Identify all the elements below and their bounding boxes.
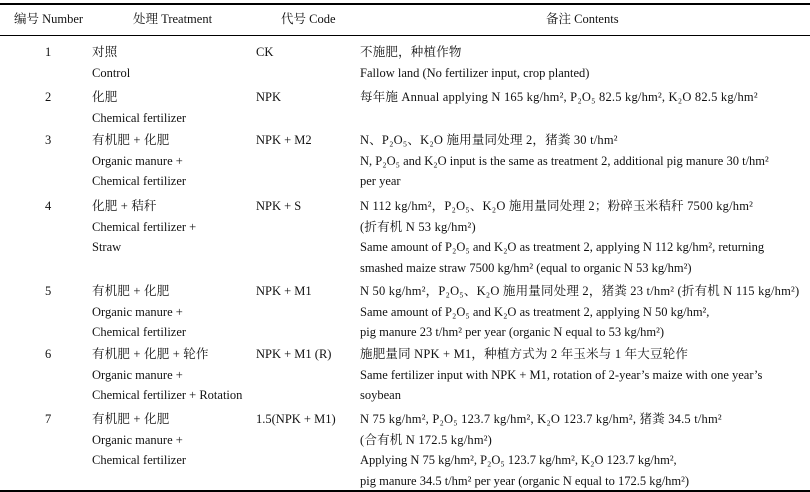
row-code: CK [256, 45, 274, 59]
row-treatment-line: Organic manure + [92, 432, 183, 447]
row-contents-line: (折有机 N 53 kg/hm²) [360, 219, 476, 234]
row-number: 3 [45, 133, 52, 147]
row-contents-line: Applying N 75 kg/hm², P₂O₅ 123.7 kg/hm², K₂O 123.7 kg/hm², [360, 453, 677, 467]
row-treatment-line: 化肥 + 秸秆 [92, 199, 157, 213]
row-contents-line: 每年施 Annual applying N 165 kg/hm², P₂O₅ 82.5 kg/hm², K₂O 82.5 kg/hm² [360, 90, 758, 104]
row-number: 6 [45, 347, 52, 361]
row-contents-line: 不施肥，种植作物 [360, 45, 462, 59]
row-treatment-line: Straw [92, 240, 122, 254]
row-code: NPK + S [256, 199, 302, 213]
row-treatment-line: Organic manure + [92, 153, 183, 168]
row-number: 4 [45, 199, 52, 213]
row-code: NPK + M1 [256, 284, 312, 298]
row-treatment-line: Chemical fertilizer + [92, 219, 197, 234]
row-code: NPK + M1 (R) [256, 347, 332, 361]
row-treatment-line: Organic manure + [92, 304, 183, 319]
row-number: 5 [45, 284, 52, 298]
header-number: 编号 Number [14, 12, 84, 26]
row-treatment-line: Chemical fertilizer + Rotation [92, 388, 243, 402]
row-code: NPK + M2 [256, 133, 312, 147]
row-treatment-line: 有机肥 + 化肥 [92, 412, 170, 426]
row-contents-line: N 75 kg/hm², P₂O₅ 123.7 kg/hm², K₂O 123.7 kg/hm², 猪粪 34.5 t/hm² [360, 412, 722, 426]
header-contents: 备注 Contents [546, 12, 619, 26]
header-rule [0, 35, 810, 36]
row-contents-line: 施肥量同 NPK + M1，种植方式为 2 年玉米与 1 年大豆轮作 [360, 347, 689, 361]
row-contents-line: Fallow land (No fertilizer input, crop planted) [360, 65, 590, 80]
row-contents-line: N, P₂O₅ and K₂O input is the same as treatment 2, additional pig manure 30 t/hm² [360, 153, 769, 168]
row-treatment-line: Chemical fertilizer [92, 453, 187, 467]
row-contents-line: pig manure 34.5 t/hm² per year (organic N equal to 172.5 kg/hm²) [360, 473, 690, 488]
row-treatment-line: 化肥 [92, 90, 118, 104]
row-treatment-line: Chemical fertilizer [92, 174, 187, 188]
row-contents-line: smashed maize straw 7500 kg/hm² (equal to organic N 53 kg/hm²) [360, 260, 692, 275]
row-treatment-line: 对照 [92, 45, 118, 59]
row-treatment-line: Chemical fertilizer [92, 325, 187, 339]
header-treatment: 处理 Treatment [133, 12, 213, 26]
row-contents-line: Same amount of P₂O₅ and K₂O as treatment 2, applying N 112 kg/hm², returning [360, 240, 765, 254]
row-contents-line: Same amount of P₂O₅ and K₂O as treatment 2, applying N 50 kg/hm², [360, 304, 710, 319]
row-treatment-line: 有机肥 + 化肥 + 轮作 [92, 347, 209, 361]
row-contents-line: (合有机 N 172.5 kg/hm²) [360, 432, 493, 447]
row-number: 2 [45, 90, 52, 104]
header-code: 代号 Code [281, 12, 336, 26]
row-contents-line: pig manure 23 t/hm² per year (organic N equal to 53 kg/hm²) [360, 325, 665, 339]
row-treatment-line: Control [92, 65, 131, 80]
row-contents-line: soybean [360, 388, 401, 402]
row-number: 7 [45, 412, 52, 426]
row-contents-line: N 112 kg/hm²，P₂O₅、K₂O 施用量同处理 2；粉碎玉米秸秆 7500 kg/hm² [360, 199, 754, 213]
row-contents-line: N 50 kg/hm²，P₂O₅、K₂O 施用量同处理 2，猪粪 23 t/hm² (折有机 N 115 kg/hm²) [360, 284, 800, 298]
row-treatment-line: 有机肥 + 化肥 [92, 133, 170, 147]
row-code: 1.5(NPK + M1) [256, 412, 336, 426]
row-treatment-line: 有机肥 + 化肥 [92, 284, 170, 298]
top-rule [0, 3, 810, 5]
row-contents-line: Same fertilizer input with NPK + M1, rotation of 2-year’s maize with one year’s [360, 367, 763, 382]
row-contents-line: N、P₂O₅、K₂O 施用量同处理 2，猪粪 30 t/hm² [360, 133, 618, 147]
row-number: 1 [45, 45, 52, 59]
row-treatment-line: Organic manure + [92, 367, 183, 382]
row-contents-line: per year [360, 174, 401, 188]
row-treatment-line: Chemical fertilizer [92, 110, 187, 125]
row-code: NPK [256, 90, 282, 104]
